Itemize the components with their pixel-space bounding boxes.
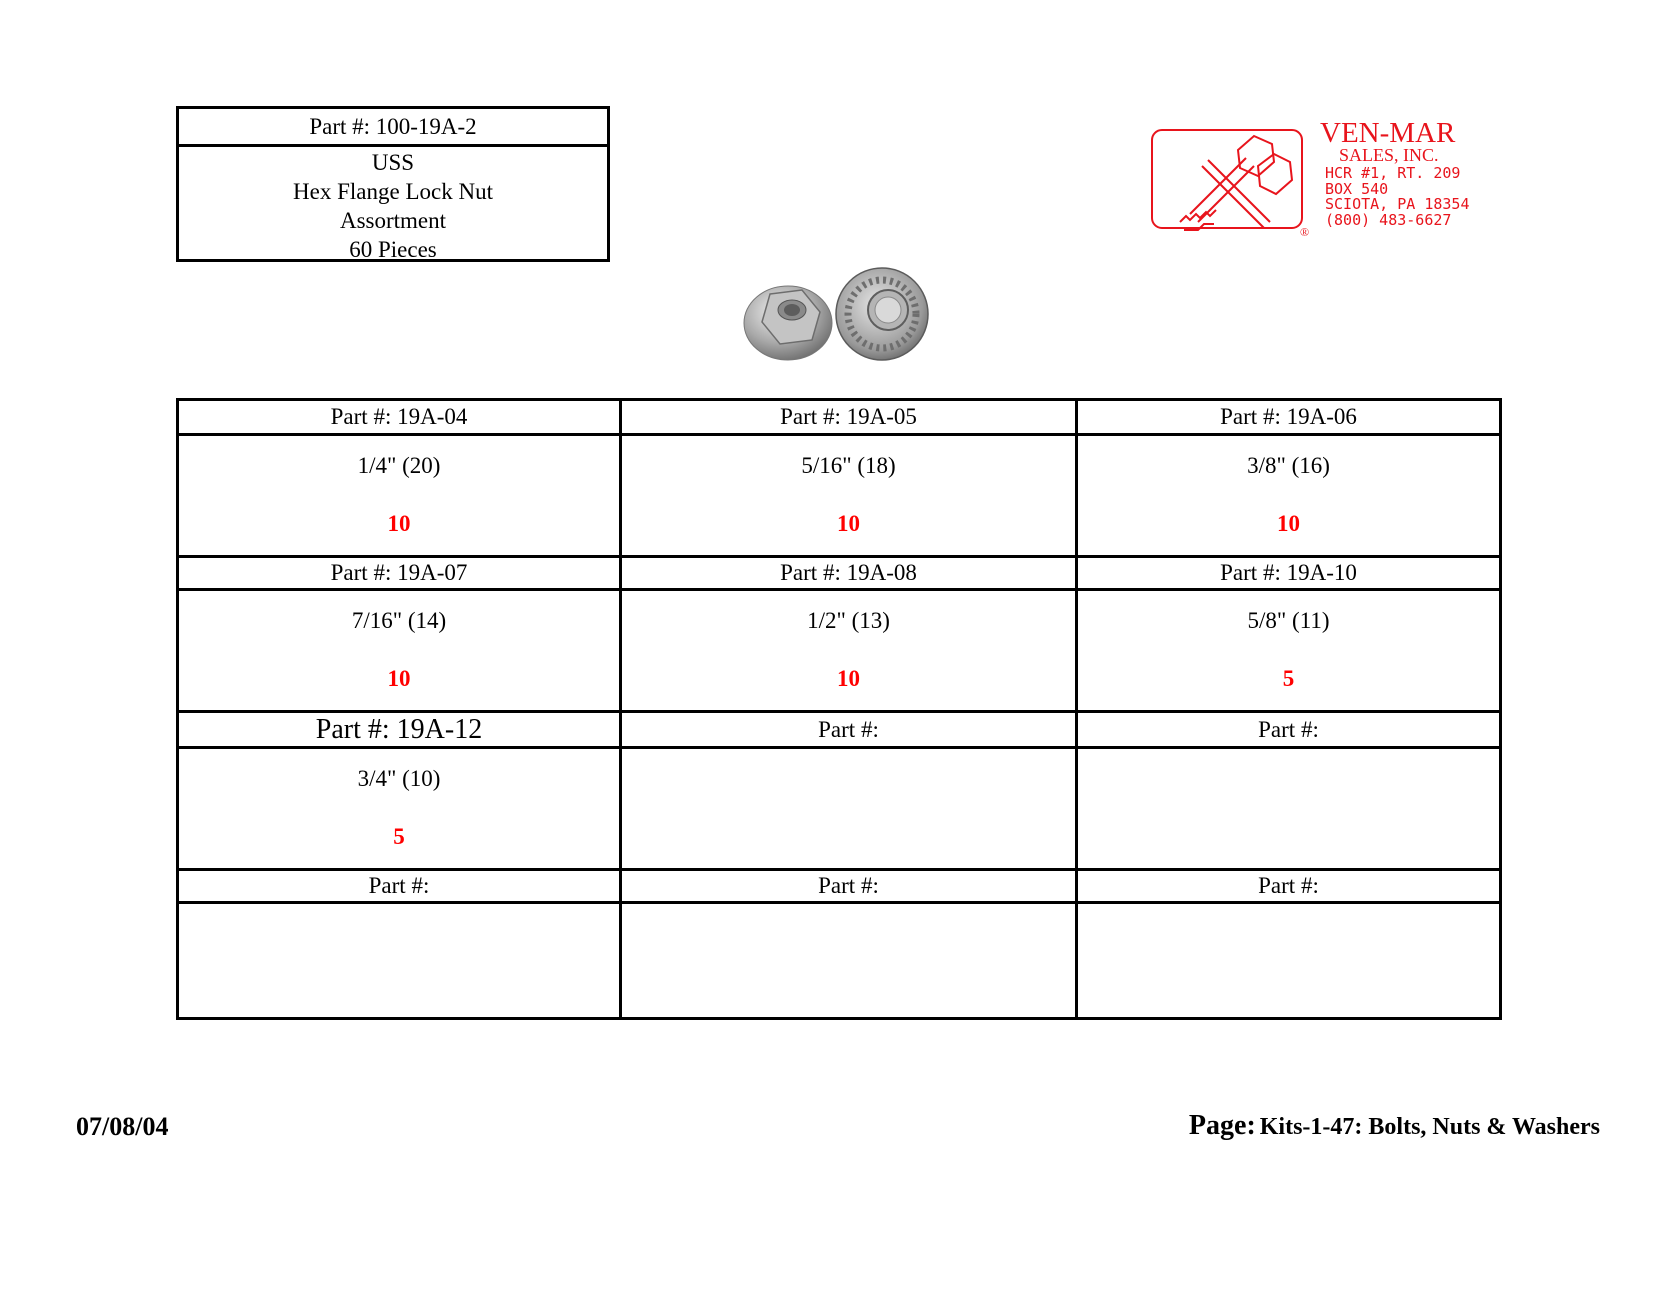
- part-cell: [1078, 558, 1499, 710]
- kit-desc-line: 60 Pieces: [349, 237, 437, 262]
- part-cell-header: Part #:: [818, 717, 879, 742]
- part-cell-header: Part #: 19A-06: [1220, 404, 1357, 429]
- part-cell: [1078, 871, 1499, 1017]
- part-cell-header: Part #: 19A-12: [315, 714, 483, 745]
- part-cell-quantity: 10: [837, 511, 860, 536]
- part-cell-header: Part #: 19A-04: [330, 404, 468, 429]
- part-cell: [622, 558, 1075, 710]
- part-cell-quantity: 5: [393, 824, 405, 849]
- part-cell: [179, 401, 619, 555]
- logo-address-line: BOX 540: [1325, 180, 1389, 198]
- part-cell-size: 3/4" (10): [357, 766, 441, 791]
- part-cell-quantity: 5: [1282, 666, 1295, 691]
- part-cell: [1078, 713, 1499, 868]
- company-logo: [1150, 118, 1510, 240]
- footer-date: 07/08/04: [76, 1112, 169, 1141]
- logo-address-line: HCR #1, RT. 209: [1325, 164, 1461, 182]
- part-cell-size: 7/16" (14): [351, 608, 447, 633]
- bolt-logo-icon: [1150, 118, 1325, 240]
- part-cell: [622, 871, 1075, 1017]
- part-cell-header: Part #:: [1258, 717, 1319, 742]
- logo-address-line: SCIOTA, PA 18354: [1325, 195, 1470, 213]
- part-cell-header: Part #: 19A-07: [330, 560, 468, 585]
- part-cell-size: 5/16" (18): [801, 453, 896, 478]
- part-cell-header: Part #: 19A-10: [1220, 560, 1357, 585]
- part-cell-quantity: 10: [1277, 511, 1300, 536]
- part-cell: [179, 558, 619, 710]
- hex-nut-icon: [740, 266, 936, 362]
- part-cell: [622, 401, 1075, 555]
- kit-info-box: [176, 106, 610, 262]
- kit-desc-line: Assortment: [339, 208, 447, 233]
- page-title: Kits-1-47: Bolts, Nuts & Washers: [1259, 1114, 1600, 1140]
- part-cell-size: 3/8" (16): [1247, 453, 1330, 478]
- part-cell-size: 5/8" (11): [1247, 608, 1330, 633]
- part-cell-quantity: 10: [837, 666, 860, 691]
- registered-mark: ®: [1300, 225, 1310, 239]
- kit-desc-line: Hex Flange Lock Nut: [293, 179, 493, 204]
- logo-company-name: VEN-MAR: [1320, 117, 1456, 149]
- part-cell-header: Part #:: [368, 873, 430, 898]
- part-cell-header: Part #:: [818, 873, 879, 898]
- part-cell: [1078, 401, 1499, 555]
- part-cell: [179, 713, 619, 868]
- kit-description: [179, 147, 607, 264]
- logo-company-sub: SALES, INC.: [1339, 145, 1439, 165]
- part-cell-size: 1/2" (13): [807, 608, 890, 633]
- kit-part-number: Part #: 100-19A-2: [179, 109, 607, 147]
- parts-grid: [176, 398, 1502, 1020]
- logo-phone: (800) 483-6627: [1325, 211, 1452, 229]
- part-cell-quantity: 10: [387, 511, 411, 536]
- part-cell-quantity: 10: [387, 666, 411, 691]
- part-cell: [622, 713, 1075, 868]
- hex-flange-lock-nuts-photo: [740, 266, 936, 362]
- part-cell: [179, 871, 619, 1017]
- part-cell-header: Part #:: [1258, 873, 1319, 898]
- page-label: Page:: [1188, 1110, 1256, 1141]
- footer-page: [1189, 1110, 1600, 1142]
- part-cell-header: Part #: 19A-08: [780, 560, 917, 585]
- kit-desc-line: USS: [371, 150, 415, 175]
- part-cell-header: Part #: 19A-05: [780, 404, 917, 429]
- part-cell-size: 1/4" (20): [357, 453, 441, 478]
